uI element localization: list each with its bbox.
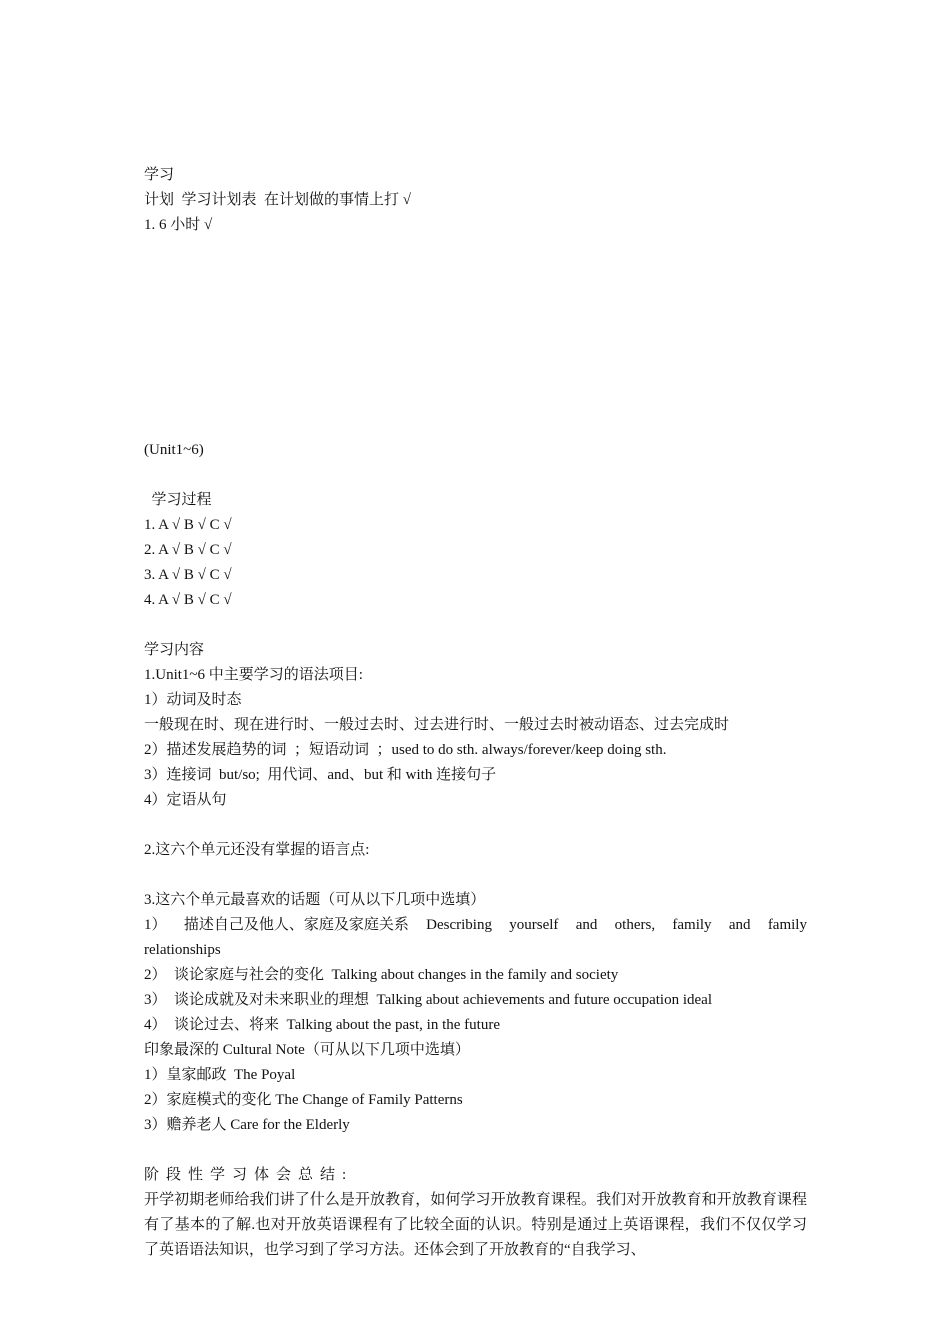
topic-item: 4） 谈论过去、将来 Talking about the past, in the future	[144, 1017, 500, 1033]
cultural-note-item: 1）皇家邮政 The Poyal	[144, 1067, 296, 1083]
process-item: 2. A √ B √ C √	[144, 542, 232, 558]
topic-word: 1）	[144, 917, 167, 933]
grammar-item: 3）连接词 but/so; 用代词、and、but 和 with 连接句子	[144, 767, 497, 783]
topic-word: family	[767, 917, 807, 933]
cultural-note-heading: 印象最深的 Cultural Note（可从以下几项中选填）	[144, 1042, 470, 1058]
plan-item	[144, 363, 807, 388]
topic-word: and	[728, 917, 751, 933]
topic-word: 描述自己及他人、家庭及家庭关系	[183, 917, 409, 933]
study-heading: 学习	[144, 167, 175, 183]
topic-item: 3） 谈论成就及对未来职业的理想 Talking about achievements and future occupation ideal	[144, 992, 712, 1008]
topic-word: and	[575, 917, 598, 933]
goal-item	[144, 88, 807, 113]
cultural-note-item: 3）赡养老人 Care for the Elderly	[144, 1117, 350, 1133]
process-heading: 学习过程	[144, 492, 212, 508]
grammar-item: 4）定语从句	[144, 792, 227, 808]
topic-item: 2） 谈论家庭与社会的变化 Talking about changes in the family and society	[144, 967, 619, 983]
question-3: 3.这六个单元最喜欢的话题（可从以下几项中选填）	[144, 892, 486, 908]
content-heading: 学习内容	[144, 642, 205, 658]
plan-line: 计划 学习计划表 在计划做的事情上打 √	[144, 192, 411, 208]
unmastered-points	[144, 863, 807, 888]
spacer	[144, 813, 807, 838]
plan-item	[144, 288, 807, 313]
plan-item	[144, 313, 807, 338]
process-item: 4. A √ B √ C √	[144, 592, 232, 608]
cultural-note-item: 2）家庭模式的变化 The Change of Family Patterns	[144, 1092, 463, 1108]
topic-word: yourself	[509, 917, 559, 933]
grammar-item: 1）动词及时态	[144, 692, 242, 708]
plan-item	[144, 238, 807, 263]
process-item: 1. A √ B √ C √	[144, 517, 232, 533]
document-page	[144, 88, 807, 1263]
spacer	[144, 138, 807, 163]
topic-item	[144, 913, 807, 938]
spacer	[144, 613, 807, 638]
topic-word: others,	[614, 917, 656, 933]
grammar-item: 2）描述发展趋势的词 ；短语动词 ；used to do sth. always/forever/keep doing sth.	[144, 742, 667, 758]
spacer	[144, 463, 807, 488]
topic-word: Describing	[426, 917, 492, 933]
summary-paragraph: 开学初期老师给我们讲了什么是开放教育，如何学习开放教育课程。我们对开放教育和开放教育课程有了基本的了解.也对开放英语课程有了比较全面的认识。特别是通过上英语课程，我们不仅仅学习了英语语法知识，也学习到了学习方法。还体会到了开放教育的“自我学习、	[144, 1192, 807, 1258]
record-card-range: (Unit1~6)	[144, 442, 204, 458]
question-2: 2.这六个单元还没有掌握的语言点:	[144, 842, 370, 858]
goal-item	[144, 113, 807, 138]
question-1: 1.Unit1~6 中主要学习的语法项目:	[144, 667, 363, 683]
plan-item	[144, 338, 807, 363]
topic-item-continuation: relationships	[144, 942, 221, 958]
record-card-heading	[144, 413, 807, 438]
plan-item	[144, 263, 807, 288]
spacer	[144, 1138, 807, 1163]
process-item: 3. A √ B √ C √	[144, 567, 232, 583]
topic-word: family	[672, 917, 712, 933]
plan-item: 1. 6 小时 √	[144, 217, 213, 233]
summary-heading: 阶段性学习体会总结:	[144, 1167, 354, 1183]
spacer	[144, 388, 807, 413]
grammar-item: 一般现在时、现在进行时、一般过去时、过去进行时、一般过去时被动语态、过去完成时	[144, 717, 730, 733]
